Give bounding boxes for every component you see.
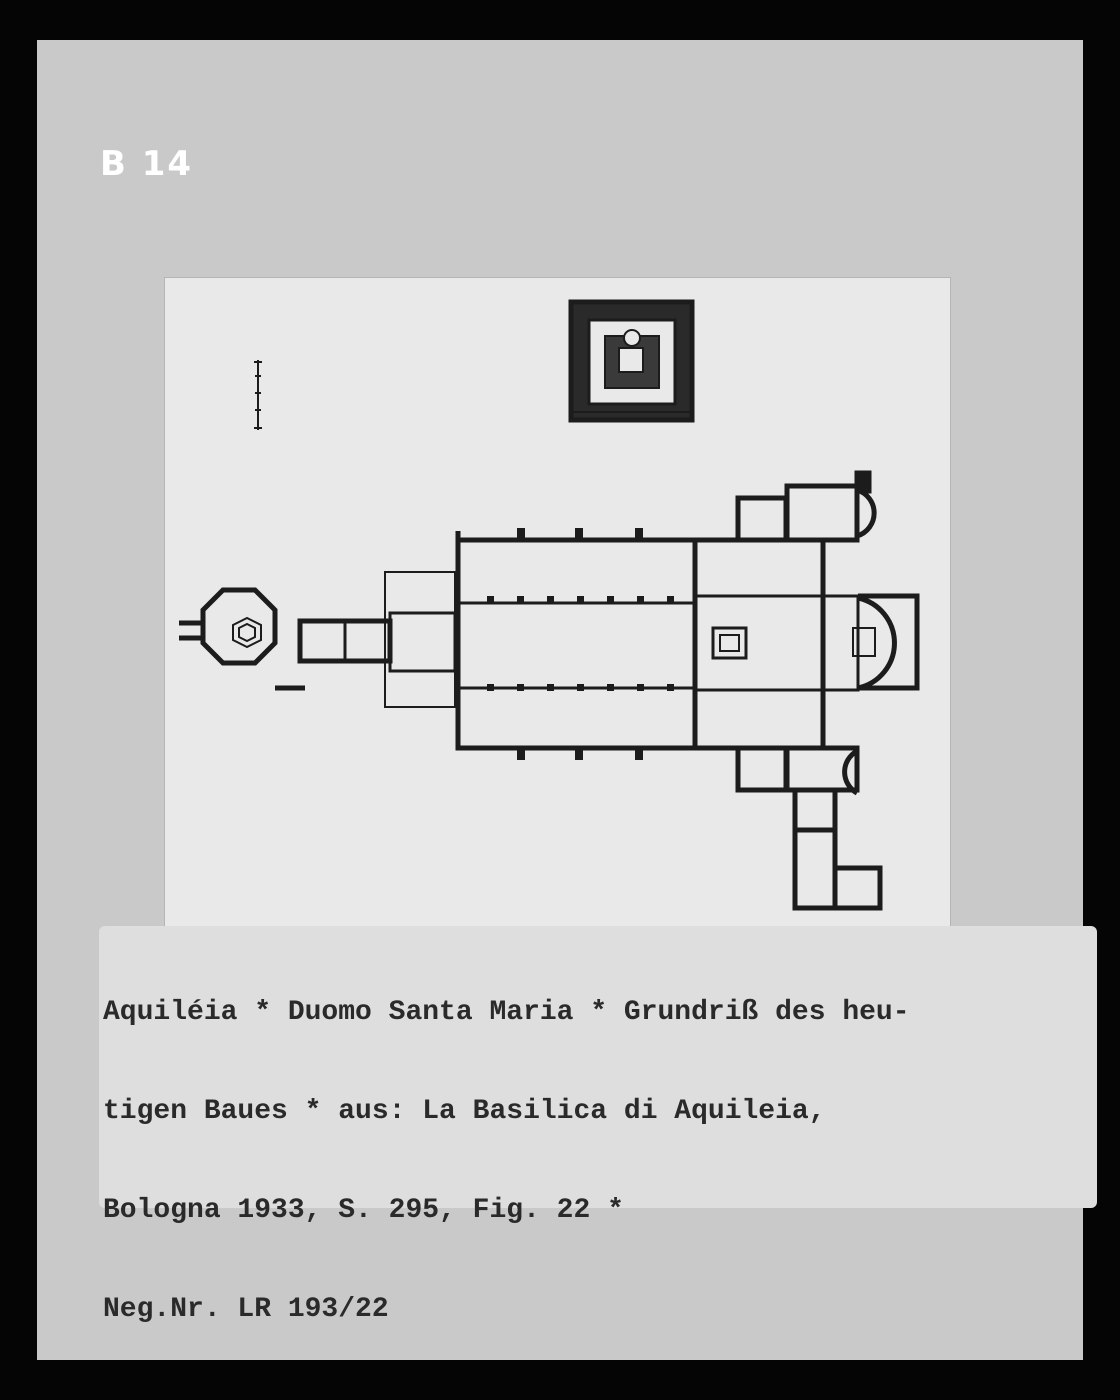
- floor-plan-drawing: [165, 278, 950, 926]
- south-chapels: [738, 748, 880, 908]
- baptistery-octagon: [179, 590, 305, 688]
- main-apse: [853, 596, 917, 688]
- caption-text: [103, 930, 910, 1392]
- caption-line: Neg.Nr. LR 193/22: [103, 1294, 389, 1325]
- north-chapels: [738, 473, 874, 540]
- caption-line: Bologna 1933, S. 295, Fig. 22 *: [103, 1195, 624, 1226]
- portico-corridor: [300, 572, 455, 707]
- photo-card: [37, 40, 1083, 1360]
- basilica-nave: [458, 531, 695, 748]
- caption-line: Aquiléia * Duomo Santa Maria * Grundriß des heu-: [103, 997, 910, 1028]
- floor-plan-sheet: [164, 277, 951, 927]
- nave-columns: [487, 528, 674, 760]
- tower-plan-inset: [571, 302, 692, 420]
- caption-box: [99, 926, 1097, 1325]
- transept-chancel: [695, 540, 858, 748]
- card-label: B 14: [100, 144, 194, 184]
- caption-line: tigen Baues * aus: La Basilica di Aquileia,: [103, 1096, 826, 1127]
- scale-bar: [254, 360, 262, 430]
